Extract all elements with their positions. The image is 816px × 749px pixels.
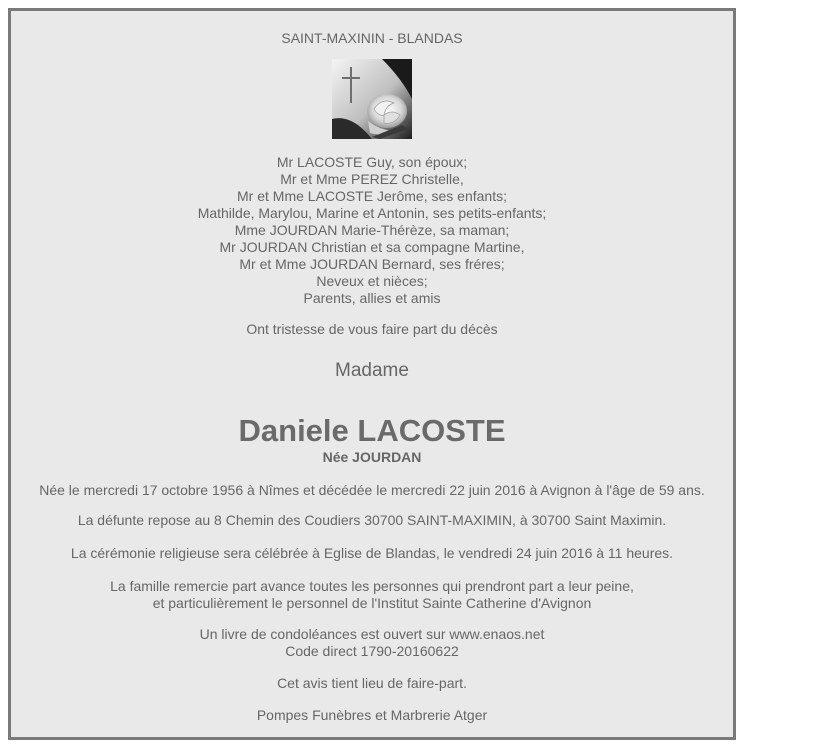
family-line: Mr LACOSTE Guy, son époux; <box>276 154 468 170</box>
cross-and-rose-icon <box>332 59 412 139</box>
family-line: Mr et Mme PEREZ Christelle, <box>280 171 464 187</box>
family-line: Mr et Mme JOURDAN Bernard, ses fréres; <box>239 256 505 272</box>
deceased-name: Daniele LACOSTE <box>238 413 506 448</box>
obituary-notice <box>8 8 736 740</box>
repose-text: La défunte repose au 8 Chemin des Coudiers 30700 SAINT-MAXIMIN, à 30700 Saint Maximin. <box>77 512 667 528</box>
family-line: Mme JOURDAN Marie-Thérèze, sa maman; <box>234 222 510 238</box>
announcement-text: Ont tristesse de vous faire part du décès <box>246 321 498 337</box>
family-line: Mr JOURDAN Christian et sa compagne Martine, <box>219 239 525 255</box>
ceremony-text: La cérémonie religieuse sera célébrée à Eglise de Blandas, le vendredi 24 juin 2016 à 11 heures. <box>70 545 674 561</box>
civility-title: Madame <box>335 360 409 381</box>
thanks-text <box>11 578 733 612</box>
thanks-line: La famille remercie part avance toutes les personnes qui prendront part a leur peine, <box>110 578 634 594</box>
condolences-line: Un livre de condoléances est ouvert sur www.enaos.net <box>199 626 545 642</box>
faire-part-text: Cet avis tient lieu de faire-part. <box>277 675 467 691</box>
family-list <box>11 154 733 307</box>
condolences-code: Code direct 1790-20160622 <box>285 643 459 659</box>
family-line: Mathilde, Marylou, Marine et Antonin, ses petits-enfants; <box>197 205 547 221</box>
maiden-name: Née JOURDAN <box>322 449 422 465</box>
birth-death-text: Née le mercredi 17 octobre 1956 à Nîmes et décédée le mercredi 22 juin 2016 à Avignon à l'âge de 59 ans. <box>39 482 705 498</box>
thanks-line: et particulièrement le personnel de l'Institut Sainte Catherine d'Avignon <box>152 595 592 611</box>
family-line: Parents, allies et amis <box>303 290 441 306</box>
condolences-text <box>11 626 733 660</box>
family-line: Neveux et nièces; <box>316 273 428 289</box>
funeral-home-text: Pompes Funèbres et Marbrerie Atger <box>256 707 488 723</box>
location-heading: SAINT-MAXININ - BLANDAS <box>281 30 463 46</box>
family-line: Mr et Mme LACOSTE Jerôme, ses enfants; <box>237 188 507 204</box>
